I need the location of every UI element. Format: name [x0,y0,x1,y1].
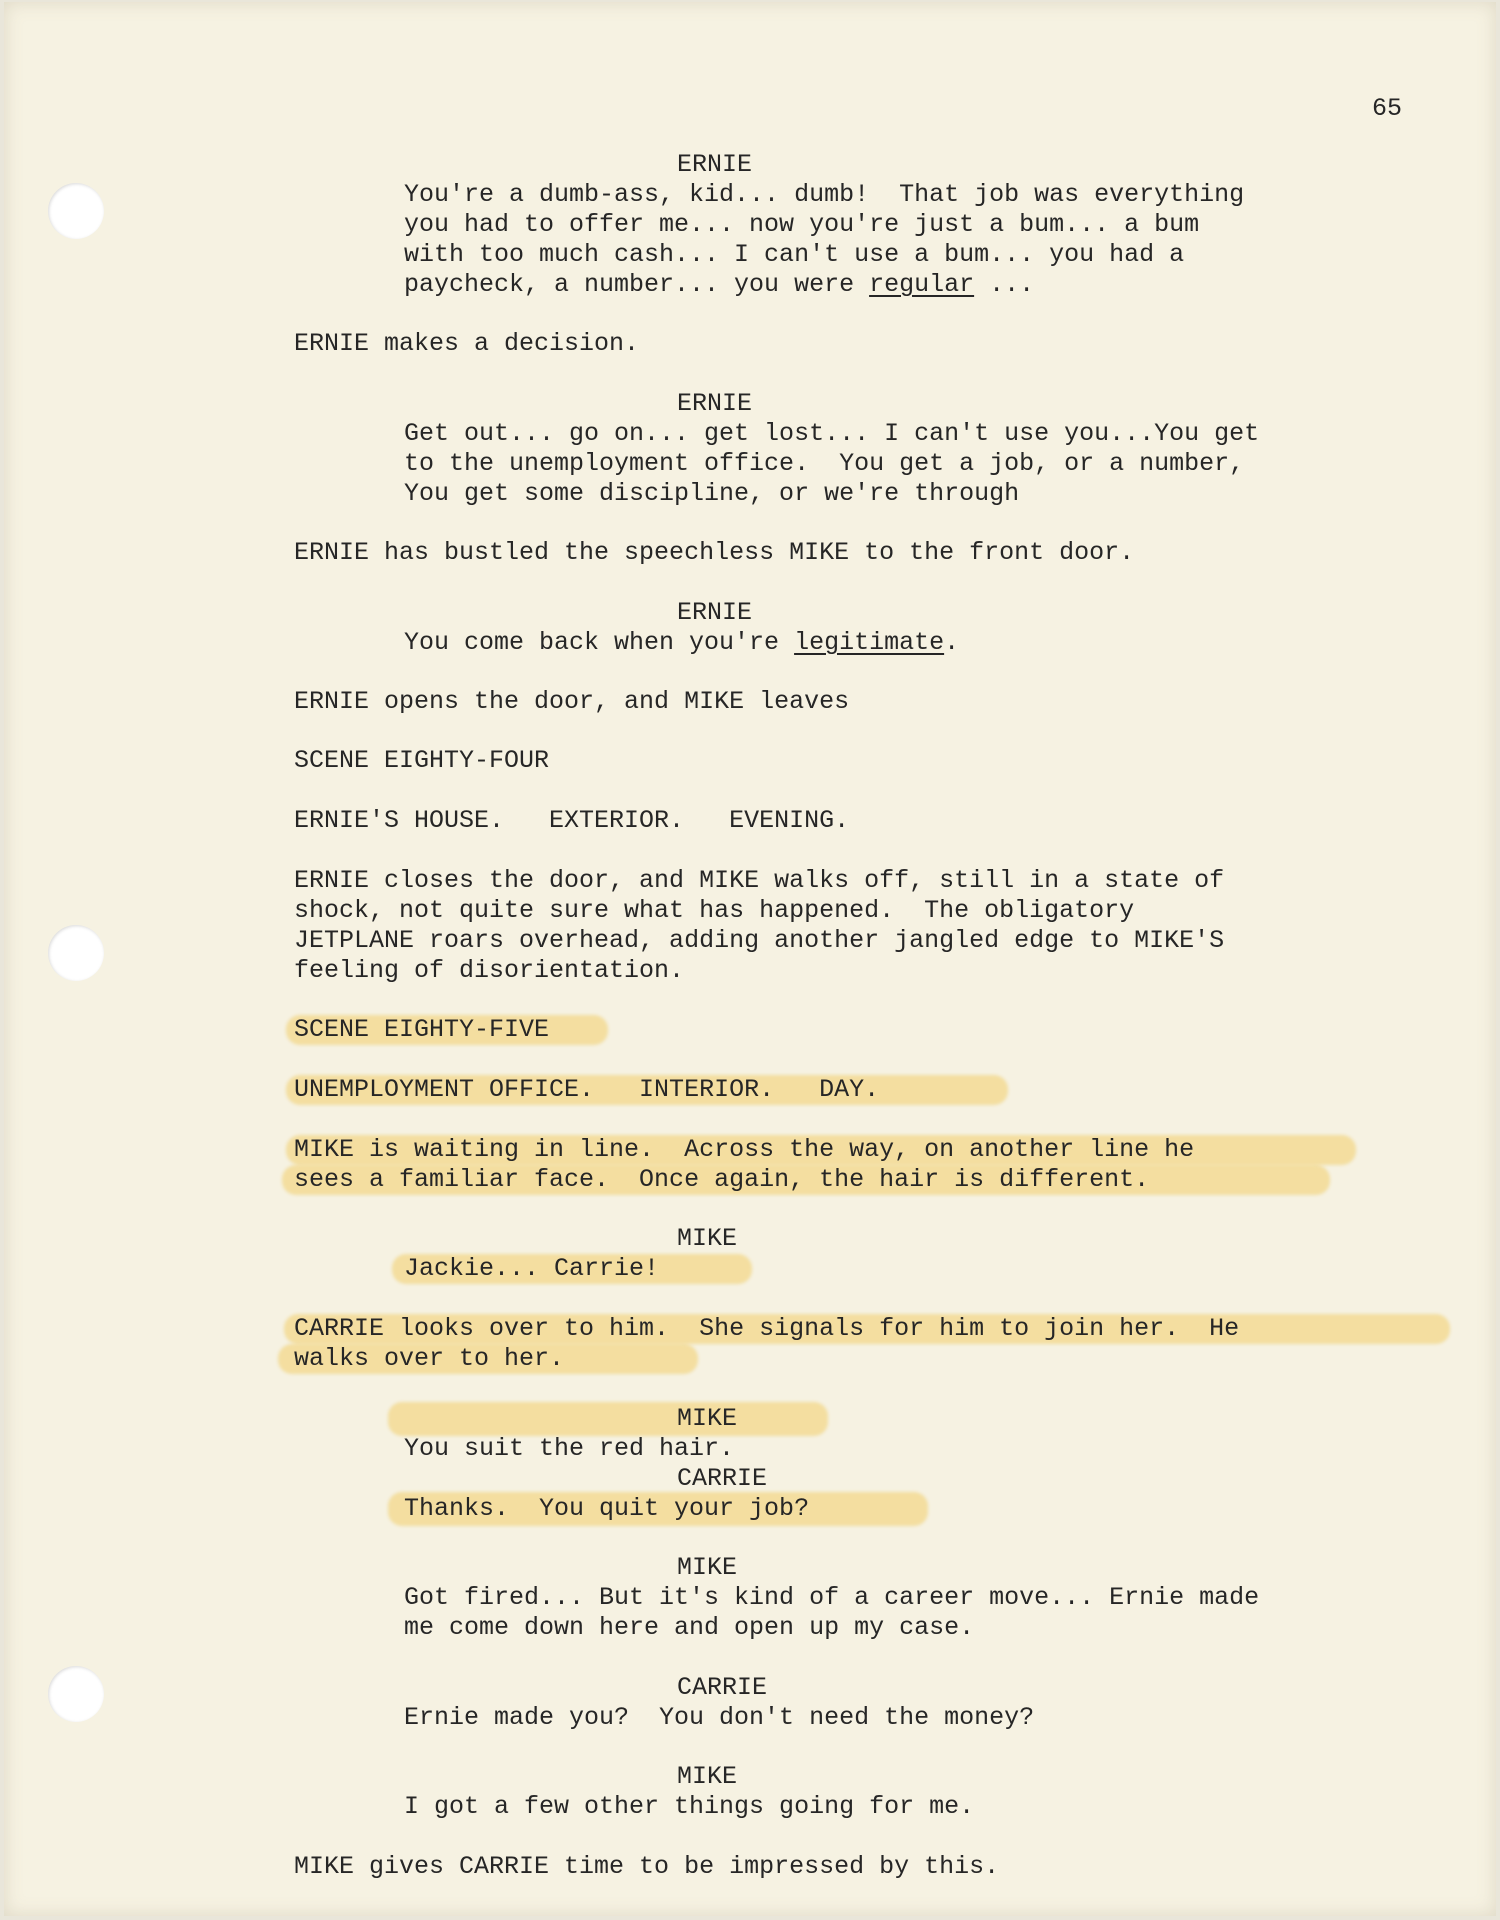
action-line: feeling of disorientation. [294,956,685,985]
action-line: ERNIE makes a decision. [294,329,640,358]
dialogue-line: Jackie... Carrie! [404,1254,660,1283]
punch-hole-top [48,183,104,239]
script-page [4,2,1496,1916]
dialogue-line: with too much cash... I can't use a bum... you had a [404,240,1185,269]
character-name: CARRIE [677,1673,768,1702]
action-line: CARRIE looks over to him. She signals for him to join her. He [294,1314,1240,1343]
slugline: UNEMPLOYMENT OFFICE. INTERIOR. DAY. [294,1075,880,1104]
dialogue-line: Ernie made you? You don't need the money? [404,1703,1035,1732]
dialogue-line: Thanks. You quit your job? [404,1494,810,1523]
action-line: JETPLANE roars overhead, adding another jangled edge to MIKE'S [294,926,1225,955]
action-line: shock, not quite sure what has happened. The obligatory [294,896,1135,925]
action-line: sees a familiar face. Once again, the hair is different. [294,1165,1150,1194]
scene-heading: SCENE EIGHTY-FOUR [294,746,550,775]
character-name: MIKE [677,1762,738,1791]
character-name: ERNIE [677,150,753,179]
underlined-word: regular [869,270,975,299]
action-line: ERNIE has bustled the speechless MIKE to the front door. [294,538,1135,567]
dialogue-line: to the unemployment office. You get a job, or a number, [404,449,1245,478]
dialogue-text: You come back when you're [404,628,795,657]
scene-heading: SCENE EIGHTY-FIVE [294,1015,550,1044]
action-line: MIKE is waiting in line. Across the way, on another line he [294,1135,1195,1164]
character-name: MIKE [677,1404,738,1433]
character-name: MIKE [677,1224,738,1253]
dialogue-line: I got a few other things going for me. [404,1792,975,1821]
character-name: ERNIE [677,598,753,627]
action-line: MIKE gives CARRIE time to be impressed by this. [294,1852,1000,1881]
dialogue-text: . [944,628,960,657]
dialogue-line: Get out... go on... get lost... I can't use you...You get [404,419,1260,448]
action-line: ERNIE closes the door, and MIKE walks off, still in a state of [294,866,1225,895]
dialogue-line: you had to offer me... now you're just a bum... a bum [404,210,1200,239]
character-name: CARRIE [677,1464,768,1493]
character-name: ERNIE [677,389,753,418]
highlight-mike-red-hair [388,1402,828,1436]
underlined-word: legitimate [794,628,945,657]
dialogue-line: You're a dumb-ass, kid... dumb! That job was everything [404,180,1245,209]
dialogue-line: me come down here and open up my case. [404,1613,975,1642]
dialogue-line: You suit the red hair. [404,1434,735,1463]
character-name: MIKE [677,1553,738,1582]
action-line: walks over to her. [294,1344,565,1373]
dialogue-line [404,628,959,658]
action-line: ERNIE opens the door, and MIKE leaves [294,687,850,716]
slugline: ERNIE'S HOUSE. EXTERIOR. EVENING. [294,806,850,835]
page-number: 65 [1372,94,1403,123]
punch-hole-bottom [48,1666,104,1722]
dialogue-text: paycheck, a number... you were [404,270,870,299]
dialogue-line [404,270,1034,300]
dialogue-line: Got fired... But it's kind of a career move... Ernie made [404,1583,1260,1612]
punch-hole-middle [48,925,104,981]
dialogue-line: You get some discipline, or we're through [404,479,1020,508]
dialogue-text: ... [974,270,1035,299]
